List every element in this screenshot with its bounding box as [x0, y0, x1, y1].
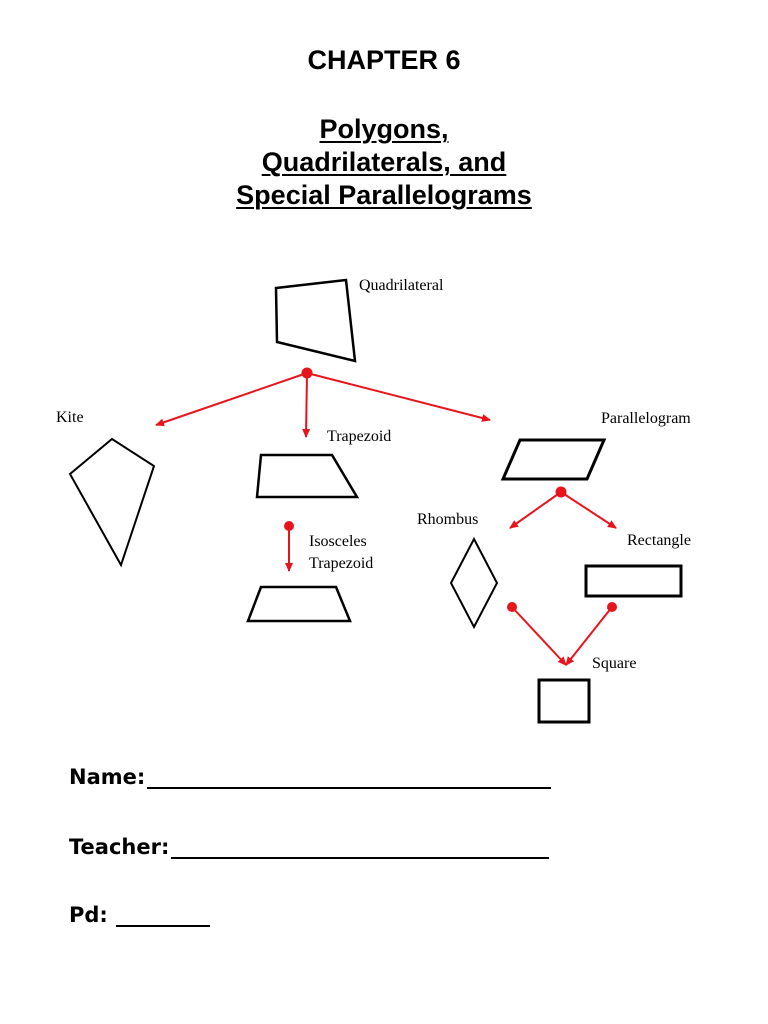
arrow-to-rhombus	[510, 492, 561, 528]
period-row	[69, 903, 210, 927]
square-shape	[539, 680, 589, 722]
rectangle-shape	[586, 566, 681, 596]
label-parallelogram: Parallelogram	[601, 410, 691, 427]
dot-rhombus	[507, 602, 517, 612]
arrow-to-kite	[156, 373, 307, 425]
period-label: Pd:	[69, 903, 108, 927]
arrow-to-parallelogram	[307, 373, 490, 420]
name-field[interactable]	[147, 769, 551, 789]
arrow-to-rectangle	[561, 492, 616, 528]
name-row	[69, 765, 551, 789]
dot-trapezoid	[284, 521, 294, 531]
title-line-2: Quadrilaterals, and	[261, 147, 507, 177]
teacher-field[interactable]	[171, 839, 549, 859]
label-rectangle: Rectangle	[627, 532, 691, 549]
label-quadrilateral: Quadrilateral	[359, 277, 444, 294]
label-kite: Kite	[56, 409, 84, 426]
label-isosceles-line2: Trapezoid	[309, 555, 374, 572]
label-trapezoid: Trapezoid	[327, 428, 392, 445]
label-rhombus: Rhombus	[417, 511, 479, 528]
title-line-1: Polygons,	[319, 114, 449, 144]
rhombus-shape	[451, 539, 497, 627]
trapezoid-shape	[257, 455, 357, 497]
teacher-label: Teacher:	[69, 835, 170, 859]
arrow-to-trapezoid	[306, 373, 307, 437]
connector-dots	[284, 368, 617, 613]
dot-quadrilateral	[302, 368, 313, 379]
name-label: Name:	[69, 765, 146, 789]
period-field[interactable]	[116, 907, 210, 927]
label-square: Square	[592, 655, 637, 672]
arrow-rhombus-to-square	[512, 607, 566, 665]
kite-shape	[70, 439, 154, 565]
dot-parallelogram	[556, 487, 567, 498]
parallelogram-shape	[503, 440, 604, 479]
quadrilateral-shape	[276, 280, 355, 361]
connector-arrows	[156, 373, 616, 665]
dot-rectangle	[607, 602, 617, 612]
label-isosceles-line1: Isosceles	[309, 533, 367, 550]
isosceles-trapezoid-shape	[248, 587, 350, 621]
title-line-3: Special Parallelograms	[236, 180, 532, 210]
teacher-row	[69, 835, 549, 859]
chapter-heading: CHAPTER 6	[307, 45, 461, 75]
